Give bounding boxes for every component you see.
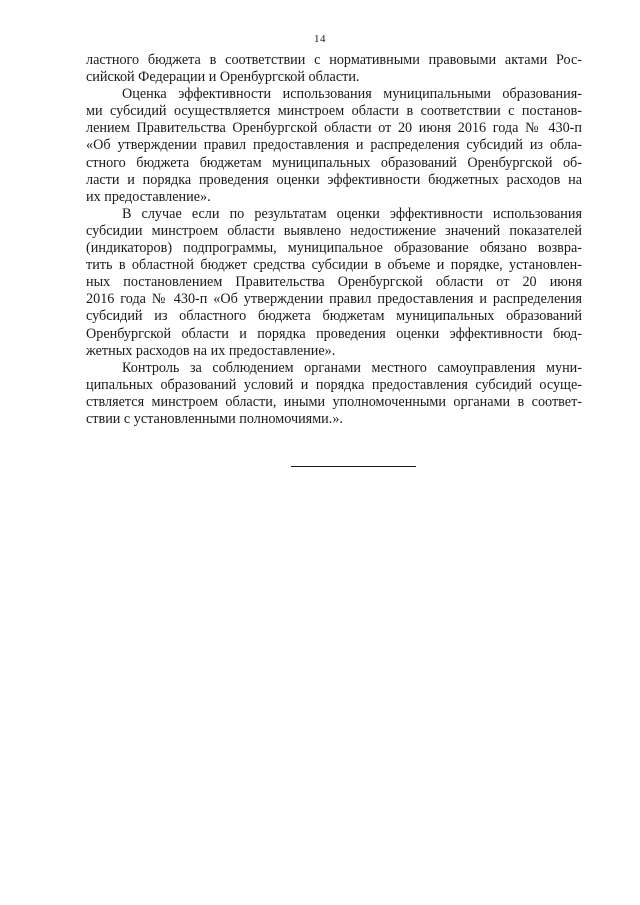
text-line: тить в областной бюджет средства субсидии в объеме и порядке, установлен- [86, 257, 582, 274]
text-line: Оренбургской области и порядка проведения оценки эффективности бюд- [86, 325, 582, 342]
text-line: сийской Федерации и Оренбургской области. [86, 69, 360, 86]
paragraph [86, 206, 582, 360]
document-body [86, 52, 582, 428]
text-line: субсидий из областного бюджета бюджетам муниципальных образований [86, 308, 582, 325]
text-line: их предоставление». [86, 188, 211, 205]
text-line: ствляется минстроем области, иными уполномоченными органами в соответ- [86, 393, 582, 410]
paragraph [86, 52, 582, 86]
text-line: лением Правительства Оренбургской области от 20 июня 2016 года № 430-п [86, 120, 582, 137]
page-number: 14 [314, 33, 326, 45]
text-line: Контроль за соблюдением органами местного самоуправления муни- [122, 359, 582, 376]
text-line: Оценка эффективности использования муниципальными образования- [122, 86, 582, 103]
text-line: ципальных образований условий и порядка предоставления субсидий осуще- [86, 376, 582, 393]
text-line: В случае если по результатам оценки эффективности использования [122, 205, 582, 222]
text-line: стного бюджета бюджетам муниципальных образований Оренбургской об- [86, 154, 582, 171]
text-line: (индикаторов) подпрограммы, муниципальное образование обязано возвра- [86, 240, 582, 257]
text-line: жетных расходов на их предоставление». [86, 342, 336, 359]
paragraph [86, 86, 582, 206]
text-line: ластного бюджета в соответствии с нормативными правовыми актами Рос- [86, 52, 582, 68]
paragraph [86, 360, 582, 428]
end-divider-line [291, 466, 416, 467]
text-line: 2016 года № 430-п «Об утверждении правил предоставления и распределения [86, 291, 582, 308]
text-line: ласти и порядка проведения оценки эффективности бюджетных расходов на [86, 171, 582, 188]
text-line: субсидии минстроем области выявлено недостижение значений показателей [86, 222, 582, 239]
text-line: ствии с установленными полномочиями.». [86, 410, 343, 427]
text-line: «Об утверждении правил предоставления и распределения субсидий из обла- [86, 137, 582, 154]
text-line: ных постановлением Правительства Оренбургской области от 20 июня [86, 274, 582, 291]
text-line: ми субсидий осуществляется минстроем области в соответствии с постанов- [86, 103, 582, 120]
